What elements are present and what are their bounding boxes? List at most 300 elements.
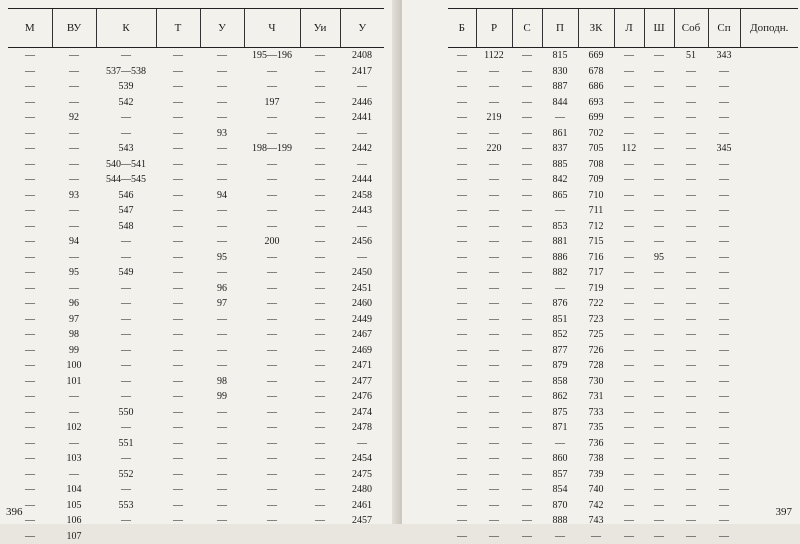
table-cell: —: [614, 188, 644, 204]
table-cell: —: [674, 467, 708, 483]
table-cell: —: [8, 64, 52, 80]
table-cell: 99: [200, 389, 244, 405]
table-cell: —: [614, 451, 644, 467]
table-cell: —: [244, 219, 300, 235]
table-cell: 888: [542, 513, 578, 529]
table-cell: —: [674, 157, 708, 173]
table-cell: [740, 312, 798, 328]
table-row: [8, 296, 384, 312]
table-cell: —: [200, 405, 244, 421]
table-cell: 2460: [340, 296, 384, 312]
table-cell: 2446: [340, 95, 384, 111]
table-row: [448, 219, 798, 235]
table-row: [448, 389, 798, 405]
table-cell: —: [674, 110, 708, 126]
table-cell: —: [244, 420, 300, 436]
table-cell: —: [448, 64, 476, 80]
table-cell: —: [8, 513, 52, 529]
table-cell: —: [448, 358, 476, 374]
table-cell: [740, 482, 798, 498]
table-cell: 2475: [340, 467, 384, 483]
table-cell: —: [512, 203, 542, 219]
table-cell: —: [512, 405, 542, 421]
table-cell: —: [614, 420, 644, 436]
table-cell: —: [476, 79, 512, 95]
table-cell: [740, 265, 798, 281]
table-cell: —: [476, 482, 512, 498]
table-cell: —: [708, 389, 740, 405]
table-cell: —: [476, 405, 512, 421]
table-cell: 738: [578, 451, 614, 467]
table-cell: [96, 529, 156, 544]
table-cell: —: [674, 343, 708, 359]
table-row: [8, 312, 384, 328]
table-cell: —: [448, 188, 476, 204]
table-cell: 853: [542, 219, 578, 235]
table-cell: —: [644, 110, 674, 126]
table-cell: —: [300, 467, 340, 483]
table-row: [448, 374, 798, 390]
table-cell: —: [96, 389, 156, 405]
table-cell: —: [476, 234, 512, 250]
table-cell: 877: [542, 343, 578, 359]
table-cell: —: [300, 219, 340, 235]
table-cell: —: [614, 529, 644, 544]
table-cell: —: [156, 281, 200, 297]
table-cell: —: [614, 467, 644, 483]
table-cell: 861: [542, 126, 578, 142]
column-header-vu: ВУ: [52, 9, 96, 48]
table-cell: 539: [96, 79, 156, 95]
table-cell: —: [476, 389, 512, 405]
table-cell: —: [52, 389, 96, 405]
table-cell: —: [52, 126, 96, 142]
table-cell: —: [674, 126, 708, 142]
table-cell: —: [476, 172, 512, 188]
column-header-sp: Сп: [708, 9, 740, 48]
table-row: [448, 296, 798, 312]
table-row: [448, 64, 798, 80]
table-cell: —: [512, 64, 542, 80]
table-cell: —: [708, 265, 740, 281]
table-cell: —: [512, 498, 542, 514]
table-cell: —: [200, 172, 244, 188]
table-cell: 717: [578, 265, 614, 281]
table-cell: —: [8, 79, 52, 95]
table-cell: —: [512, 451, 542, 467]
table-cell: —: [300, 296, 340, 312]
table-cell: —: [340, 126, 384, 142]
table-cell: —: [8, 281, 52, 297]
table-cell: —: [8, 141, 52, 157]
column-header-dopodn: Доподн.: [740, 9, 798, 48]
table-cell: —: [156, 141, 200, 157]
table-cell: —: [200, 110, 244, 126]
table-row: [448, 95, 798, 111]
table-cell: —: [476, 281, 512, 297]
table-cell: —: [448, 498, 476, 514]
table-cell: —: [340, 157, 384, 173]
table-cell: —: [244, 64, 300, 80]
table-cell: 709: [578, 172, 614, 188]
table-cell: 101: [52, 374, 96, 390]
table-cell: —: [614, 250, 644, 266]
table-cell: 708: [578, 157, 614, 173]
table-cell: 97: [200, 296, 244, 312]
table-cell: 886: [542, 250, 578, 266]
table-cell: —: [708, 250, 740, 266]
table-cell: —: [644, 529, 674, 544]
table-cell: —: [52, 467, 96, 483]
table-row: [8, 110, 384, 126]
table-cell: —: [614, 327, 644, 343]
table-cell: [740, 141, 798, 157]
table-row: [8, 250, 384, 266]
table-cell: 546: [96, 188, 156, 204]
table-row: [8, 327, 384, 343]
table-cell: —: [644, 141, 674, 157]
table-cell: 678: [578, 64, 614, 80]
table-cell: —: [300, 250, 340, 266]
table-cell: —: [708, 327, 740, 343]
table-cell: —: [52, 436, 96, 452]
table-cell: —: [476, 219, 512, 235]
table-cell: —: [52, 281, 96, 297]
table-row: [8, 95, 384, 111]
table-cell: —: [244, 110, 300, 126]
table-cell: —: [200, 513, 244, 529]
table-cell: 2467: [340, 327, 384, 343]
table-cell: 2441: [340, 110, 384, 126]
table-row: [448, 281, 798, 297]
table-cell: —: [52, 157, 96, 173]
table-cell: [740, 327, 798, 343]
table-cell: —: [156, 172, 200, 188]
table-row: [448, 188, 798, 204]
table-cell: —: [476, 343, 512, 359]
table-cell: —: [512, 482, 542, 498]
table-cell: —: [614, 296, 644, 312]
table-cell: —: [96, 296, 156, 312]
table-cell: —: [708, 420, 740, 436]
table-cell: —: [476, 467, 512, 483]
table-cell: —: [300, 405, 340, 421]
table-cell: —: [156, 157, 200, 173]
right-concordance-table: [448, 8, 798, 544]
table-row: [8, 482, 384, 498]
table-cell: [740, 358, 798, 374]
table-row: [8, 498, 384, 514]
table-cell: —: [512, 110, 542, 126]
table-cell: [340, 529, 384, 544]
table-cell: —: [200, 141, 244, 157]
table-cell: —: [448, 374, 476, 390]
column-header-u: У: [200, 9, 244, 48]
table-cell: 100: [52, 358, 96, 374]
table-cell: —: [448, 327, 476, 343]
table-cell: 2478: [340, 420, 384, 436]
table-cell: —: [8, 389, 52, 405]
table-cell: 736: [578, 436, 614, 452]
table-cell: —: [8, 110, 52, 126]
table-cell: —: [52, 405, 96, 421]
table-cell: —: [644, 358, 674, 374]
table-cell: —: [614, 389, 644, 405]
table-cell: —: [708, 467, 740, 483]
table-cell: 2417: [340, 64, 384, 80]
table-cell: —: [300, 157, 340, 173]
table-cell: —: [156, 110, 200, 126]
table-cell: —: [448, 343, 476, 359]
table-cell: [740, 203, 798, 219]
table-cell: 112: [614, 141, 644, 157]
table-cell: 875: [542, 405, 578, 421]
table-cell: —: [614, 172, 644, 188]
table-cell: —: [8, 327, 52, 343]
table-cell: —: [708, 405, 740, 421]
table-cell: —: [156, 219, 200, 235]
table-cell: —: [244, 482, 300, 498]
column-header-k: К: [96, 9, 156, 48]
table-row: [448, 451, 798, 467]
table-cell: 702: [578, 126, 614, 142]
table-cell: —: [340, 250, 384, 266]
table-cell: —: [448, 48, 476, 64]
table-cell: —: [614, 110, 644, 126]
table-cell: 345: [708, 141, 740, 157]
table-cell: —: [512, 389, 542, 405]
table-cell: —: [8, 234, 52, 250]
table-cell: 105: [52, 498, 96, 514]
table-cell: —: [476, 64, 512, 80]
table-cell: [740, 405, 798, 421]
table-cell: 96: [52, 296, 96, 312]
table-cell: —: [614, 219, 644, 235]
table-cell: —: [644, 420, 674, 436]
table-cell: —: [96, 482, 156, 498]
table-cell: —: [448, 265, 476, 281]
table-row: [448, 405, 798, 421]
table-cell: —: [476, 374, 512, 390]
table-cell: —: [448, 389, 476, 405]
table-cell: —: [448, 79, 476, 95]
table-cell: —: [156, 374, 200, 390]
table-cell: [740, 374, 798, 390]
table-cell: 743: [578, 513, 614, 529]
table-cell: —: [8, 265, 52, 281]
table-cell: —: [200, 203, 244, 219]
table-cell: —: [644, 389, 674, 405]
table-cell: —: [8, 498, 52, 514]
table-cell: —: [674, 405, 708, 421]
table-cell: 2476: [340, 389, 384, 405]
table-cell: 862: [542, 389, 578, 405]
table-cell: —: [614, 79, 644, 95]
table-cell: [740, 126, 798, 142]
table-cell: —: [200, 79, 244, 95]
table-cell: —: [96, 451, 156, 467]
table-cell: —: [300, 420, 340, 436]
table-row: [8, 358, 384, 374]
table-cell: —: [8, 172, 52, 188]
table-cell: —: [476, 250, 512, 266]
table-cell: —: [8, 358, 52, 374]
table-cell: —: [300, 451, 340, 467]
table-cell: —: [52, 141, 96, 157]
table-cell: 711: [578, 203, 614, 219]
table-cell: 731: [578, 389, 614, 405]
table-cell: 719: [578, 281, 614, 297]
table-cell: —: [244, 79, 300, 95]
table-cell: 735: [578, 420, 614, 436]
table-row: [448, 312, 798, 328]
table-cell: 733: [578, 405, 614, 421]
table-cell: —: [674, 265, 708, 281]
table-cell: —: [708, 312, 740, 328]
table-cell: —: [52, 203, 96, 219]
table-cell: —: [614, 358, 644, 374]
table-cell: [740, 451, 798, 467]
table-cell: —: [708, 234, 740, 250]
table-cell: 870: [542, 498, 578, 514]
table-cell: —: [300, 48, 340, 64]
table-cell: —: [512, 188, 542, 204]
table-cell: 94: [200, 188, 244, 204]
table-cell: —: [674, 250, 708, 266]
table-row: [448, 358, 798, 374]
table-cell: 198—199: [244, 141, 300, 157]
table-cell: 693: [578, 95, 614, 111]
table-cell: —: [512, 219, 542, 235]
table-row: [8, 343, 384, 359]
table-cell: 540—541: [96, 157, 156, 173]
table-cell: —: [200, 312, 244, 328]
table-cell: —: [614, 281, 644, 297]
table-cell: —: [244, 467, 300, 483]
table-cell: 852: [542, 327, 578, 343]
table-cell: —: [156, 327, 200, 343]
page-number-left: 396: [6, 506, 23, 518]
table-cell: —: [644, 48, 674, 64]
table-cell: —: [674, 79, 708, 95]
table-cell: —: [476, 327, 512, 343]
table-cell: —: [476, 265, 512, 281]
table-cell: 542: [96, 95, 156, 111]
table-cell: —: [300, 141, 340, 157]
table-row: [448, 203, 798, 219]
table-cell: —: [156, 312, 200, 328]
table-cell: —: [512, 126, 542, 142]
table-cell: 730: [578, 374, 614, 390]
table-cell: —: [8, 343, 52, 359]
table-cell: 699: [578, 110, 614, 126]
table-cell: —: [512, 48, 542, 64]
table-cell: —: [644, 157, 674, 173]
table-cell: —: [8, 436, 52, 452]
table-cell: —: [542, 436, 578, 452]
table-cell: —: [156, 64, 200, 80]
table-row: [8, 203, 384, 219]
table-cell: —: [644, 296, 674, 312]
table-cell: [740, 281, 798, 297]
table-cell: —: [448, 451, 476, 467]
table-cell: —: [200, 265, 244, 281]
table-cell: —: [8, 250, 52, 266]
table-cell: 2471: [340, 358, 384, 374]
table-cell: —: [340, 79, 384, 95]
table-cell: —: [644, 79, 674, 95]
table-cell: —: [644, 451, 674, 467]
table-cell: [156, 529, 200, 544]
table-row: [8, 126, 384, 142]
table-row: [448, 234, 798, 250]
table-cell: —: [674, 374, 708, 390]
table-row: [448, 48, 798, 64]
column-header-sob: Соб: [674, 9, 708, 48]
table-cell: 2457: [340, 513, 384, 529]
table-cell: —: [614, 234, 644, 250]
table-cell: —: [708, 482, 740, 498]
table-cell: 726: [578, 343, 614, 359]
table-cell: —: [8, 529, 52, 544]
table-cell: —: [448, 172, 476, 188]
table-cell: —: [200, 420, 244, 436]
table-row: [448, 420, 798, 436]
table-cell: —: [52, 48, 96, 64]
table-cell: —: [674, 203, 708, 219]
table-cell: —: [244, 513, 300, 529]
table-cell: —: [708, 203, 740, 219]
table-cell: —: [708, 188, 740, 204]
table-cell: —: [448, 141, 476, 157]
table-cell: —: [614, 126, 644, 142]
column-header-t: Т: [156, 9, 200, 48]
table-cell: —: [512, 95, 542, 111]
table-cell: —: [200, 498, 244, 514]
table-cell: —: [300, 312, 340, 328]
table-cell: 715: [578, 234, 614, 250]
table-cell: —: [300, 188, 340, 204]
table-cell: 93: [200, 126, 244, 142]
table-cell: —: [8, 126, 52, 142]
table-cell: —: [614, 498, 644, 514]
table-cell: [244, 529, 300, 544]
table-cell: —: [644, 126, 674, 142]
table-cell: 106: [52, 513, 96, 529]
table-cell: —: [708, 529, 740, 544]
table-cell: —: [512, 172, 542, 188]
table-cell: —: [244, 343, 300, 359]
table-cell: —: [300, 374, 340, 390]
table-cell: —: [200, 482, 244, 498]
table-cell: —: [96, 312, 156, 328]
table-cell: 740: [578, 482, 614, 498]
table-cell: —: [200, 467, 244, 483]
table-header-row: [448, 9, 798, 48]
table-cell: 712: [578, 219, 614, 235]
table-cell: —: [708, 172, 740, 188]
table-cell: —: [512, 436, 542, 452]
table-row: [448, 327, 798, 343]
table-cell: —: [156, 358, 200, 374]
table-cell: —: [244, 250, 300, 266]
table-cell: [740, 296, 798, 312]
table-cell: —: [674, 312, 708, 328]
table-cell: —: [8, 157, 52, 173]
table-cell: —: [200, 219, 244, 235]
table-cell: 96: [200, 281, 244, 297]
table-cell: [740, 79, 798, 95]
